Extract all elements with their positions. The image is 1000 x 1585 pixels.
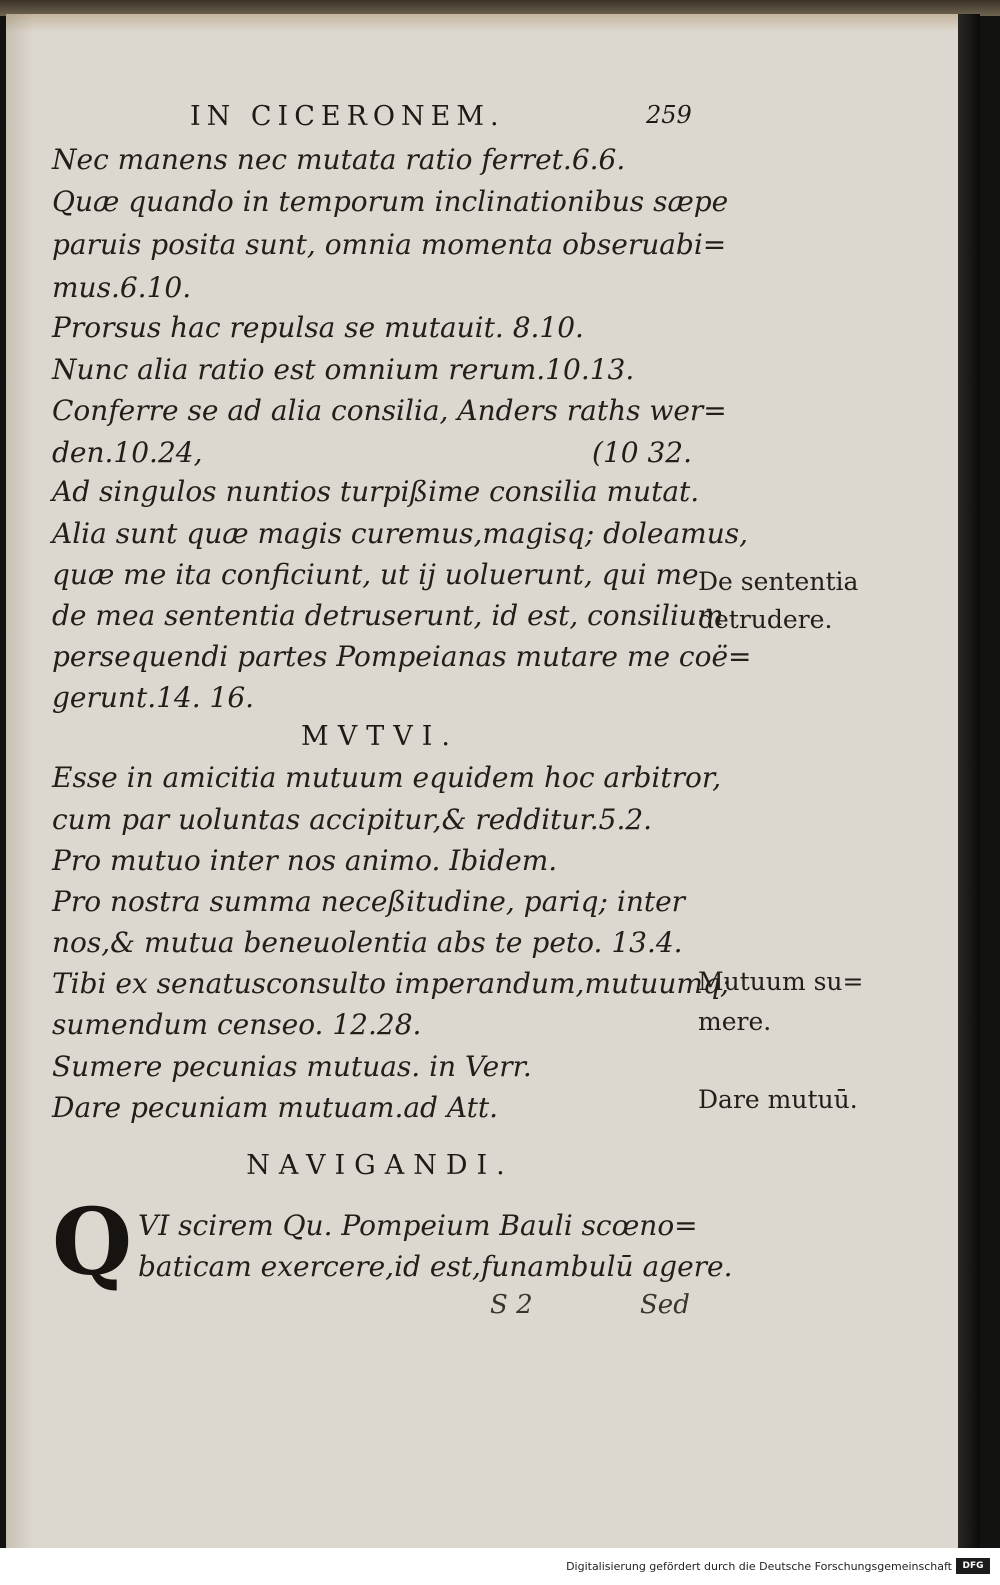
- digitization-footer: [0, 1548, 1000, 1585]
- text-line: den.10.24,: [52, 436, 203, 469]
- text-line: Pro nostra summa neceßitudine, pariq; inter: [52, 885, 686, 918]
- signature-mark: S 2: [490, 1290, 533, 1320]
- drop-cap: Q: [52, 1188, 133, 1296]
- running-title: IN CICERONEM.: [190, 101, 505, 132]
- text-line: cum par uoluntas accipitur,& redditur.5.2.: [52, 803, 653, 836]
- margin-note: Mutuum su=: [698, 967, 864, 996]
- text-line: quæ me ita conficiunt, ut ij uoluerunt, qui me: [52, 558, 699, 591]
- page-header: [0, 101, 1000, 137]
- text-line: Prorsus hac repulsa se mutauit. 8.10.: [52, 311, 584, 344]
- section-heading-navigandi: NAVIGANDI.: [246, 1150, 514, 1181]
- text-line: Alia sunt quæ magis curemus,magisq; doleamus,: [52, 517, 749, 550]
- text-line-continuation: (10 32.: [592, 436, 692, 469]
- text-line: mus.6.10.: [52, 271, 192, 304]
- page-number: 259: [646, 101, 692, 129]
- text-line: nos,& mutua beneuolentia abs te peto. 13.4.: [52, 926, 683, 959]
- text-line: VI scirem Qu. Pompeium Bauli scœno=: [138, 1209, 698, 1242]
- text-line: Quæ quando in temporum inclinationibus sæpe: [52, 185, 729, 218]
- text-line: Nunc alia ratio est omnium rerum.10.13.: [52, 353, 635, 386]
- text-line: gerunt.14. 16.: [52, 681, 255, 714]
- margin-note: Dare mutuū.: [698, 1085, 858, 1114]
- margin-note: De sententia: [698, 567, 859, 596]
- text-line: persequendi partes Pompeianas mutare me coë=: [52, 640, 752, 673]
- text-line: Conferre se ad alia consilia, Anders raths wer=: [52, 394, 727, 427]
- text-line: Tibi ex senatusconsulto imperandum,mutuumq;: [52, 967, 731, 1000]
- margin-note: detrudere.: [698, 605, 833, 634]
- text-line: sumendum censeo. 12.28.: [52, 1008, 422, 1041]
- text-line: Nec manens nec mutata ratio ferret.6.6.: [52, 143, 626, 176]
- text-line: Dare pecuniam mutuam.ad Att.: [52, 1091, 499, 1124]
- book-gutter-shadow: [958, 14, 980, 1548]
- text-line: paruis posita sunt, omnia momenta obseruabi=: [52, 228, 727, 261]
- margin-note: mere.: [698, 1007, 772, 1036]
- text-line: Sumere pecunias mutuas. in Verr.: [52, 1050, 532, 1083]
- section-heading-mutui: MVTVI.: [301, 721, 459, 752]
- text-line: Ad singulos nuntios turpißime consilia mutat.: [52, 475, 700, 508]
- text-line: Esse in amicitia mutuum equidem hoc arbitror,: [52, 761, 722, 794]
- dfg-logo: DFG: [956, 1558, 990, 1574]
- footer-credit: Digitalisierung gefördert durch die Deutsche Forschungsgemeinschaft: [566, 1560, 952, 1573]
- text-line: Pro mutuo inter nos animo. Ibidem.: [52, 844, 558, 877]
- catchword: Sed: [640, 1290, 690, 1320]
- text-line: de mea sententia detruserunt, id est, consilium: [52, 599, 724, 632]
- text-line: baticam exercere,id est,funambulū agere.: [138, 1250, 733, 1283]
